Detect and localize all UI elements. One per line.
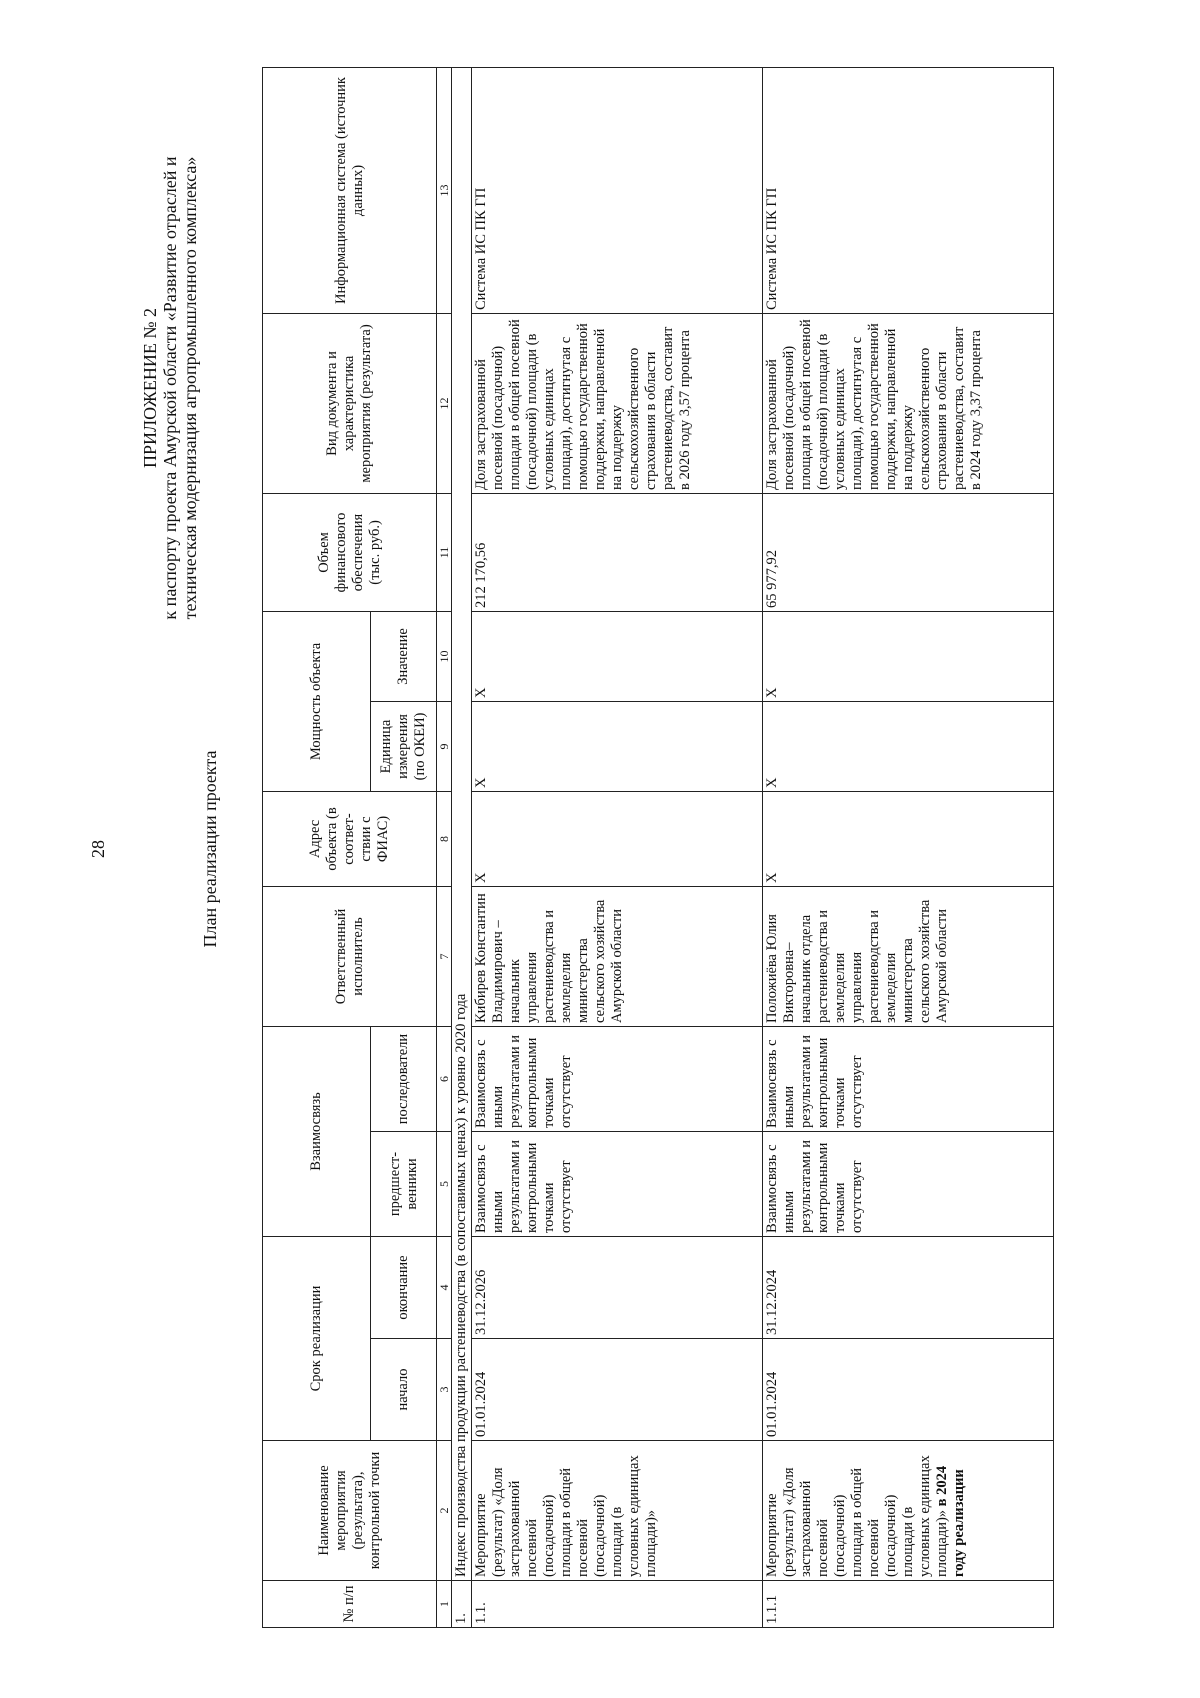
- row-name: [472, 1441, 763, 1581]
- page-number: 28: [88, 840, 108, 858]
- column-number: 3: [437, 1339, 452, 1441]
- column-number: 7: [437, 886, 452, 1026]
- row-end: 31.12.2024: [763, 1237, 1054, 1339]
- row-system: Система ИС ПК ГП: [472, 67, 763, 313]
- row-system: Система ИС ПК ГП: [763, 67, 1054, 313]
- column-number: 6: [437, 1026, 452, 1131]
- row-value: X: [763, 611, 1054, 701]
- table-row: [763, 67, 1054, 1627]
- row-start: 01.01.2024: [763, 1339, 1054, 1441]
- row-executor: Кибирев Константин Владимирович – начальник управления растениеводства и земледелия министерства сельского хозяйства Амурской области: [472, 886, 763, 1026]
- column-number: 8: [437, 791, 452, 886]
- column-number: 1: [437, 1581, 452, 1628]
- header-end: окончание: [371, 1237, 437, 1339]
- row-num: 1.1.: [472, 1581, 763, 1628]
- row-predecessors: Взаимосвязь с иными результатами и контрольными точками отсутствует: [472, 1132, 763, 1237]
- column-number: 10: [437, 611, 452, 701]
- appendix-line-1: к паспорту проекта Амурской области «Развитие отраслей и: [160, 156, 180, 620]
- row-value: X: [472, 611, 763, 701]
- header-unit: Единица измерения (по ОКЕИ): [371, 701, 437, 791]
- header-period: Срок реализации: [263, 1237, 371, 1441]
- appendix-line-2: техническая модернизация агропромышленного комплекса»: [180, 156, 200, 620]
- column-number-row: [437, 67, 452, 1627]
- plan-title: План реализации проекта: [200, 750, 220, 948]
- header-successors: последователи: [371, 1026, 437, 1131]
- column-number: 13: [437, 67, 452, 313]
- header-num: № п/п: [263, 1581, 437, 1628]
- row-end: 31.12.2026: [472, 1237, 763, 1339]
- column-number: 9: [437, 701, 452, 791]
- header-capacity: Мощность объекта: [263, 611, 371, 791]
- header-document: Вид документа и характеристика мероприятия (результата): [263, 313, 437, 493]
- row-document: Доля застрахованной посевной (посадочной) площади в общей посевной (посадочной) площади (в условных единицах площади), достигнутая с помощью государственной поддержки, направленной на поддержку сельскохозяйственного страхования в области растениеводства, составит в 2024 году 3,37 процента: [763, 313, 1054, 493]
- section-row: [452, 67, 472, 1627]
- header-predecessors: предшест- венники: [371, 1132, 437, 1237]
- column-number: 12: [437, 313, 452, 493]
- section-title: Индекс производства продукции растениеводства (в сопоставимых ценах) к уровню 2020 года: [452, 67, 472, 1580]
- row-name: [763, 1441, 1054, 1581]
- table-row: [472, 67, 763, 1627]
- row-document: Доля застрахованной посевной (посадочной) площади в общей посевной (посадочной) площади (в условных единицах площади), достигнутая с помощью государственной поддержки, направленной на поддержку сельскохозяйственного страхования в области растениеводства, составит в 2026 году 3,57 процента: [472, 313, 763, 493]
- row-name-bold: в 2024 году реализации: [934, 1465, 967, 1577]
- column-number: 11: [437, 493, 452, 611]
- row-num: 1.1.1: [763, 1581, 1054, 1628]
- header-relation: Взаимосвязь: [263, 1026, 371, 1236]
- row-successors: Взаимосвязь с иными результатами и контрольными точками отсутствует: [472, 1026, 763, 1131]
- header-value: Значение: [371, 611, 437, 701]
- row-name-text: Мероприятие (результат) «Доля застрахованной посевной (посадочной) площади в общей посевной (посадочной) площади (в условных единицах площади)»: [764, 1455, 950, 1577]
- header-start: начало: [371, 1339, 437, 1441]
- row-successors: Взаимосвязь с иными результатами и контрольными точками отсутствует: [763, 1026, 1054, 1131]
- header-address: Адрес объекта (в соответ- ствии с ФИАС): [263, 791, 437, 886]
- column-number: 4: [437, 1237, 452, 1339]
- row-start: 01.01.2024: [472, 1339, 763, 1441]
- row-address: X: [763, 791, 1054, 886]
- row-name-text: Мероприятие (результат) «Доля застрахованной посевной (посадочной) площади в общей посевной (посадочной) площади (в условных единицах площади)»: [473, 1455, 659, 1577]
- appendix-heading: [140, 108, 200, 668]
- header-system: Информационная система (источник данных): [263, 67, 437, 313]
- row-unit: X: [472, 701, 763, 791]
- appendix-title: ПРИЛОЖЕНИЕ № 2: [140, 307, 160, 469]
- row-address: X: [472, 791, 763, 886]
- column-number: 2: [437, 1441, 452, 1581]
- header-name: Наименование мероприятия (результата), контрольной точки: [263, 1441, 437, 1581]
- row-finance: 65 977,92: [763, 493, 1054, 611]
- header-finance: Объем финансового обеспечения (тыс. руб.): [263, 493, 437, 611]
- row-finance: 212 170,56: [472, 493, 763, 611]
- column-number: 5: [437, 1132, 452, 1237]
- section-num: 1.: [452, 1581, 472, 1628]
- row-unit: X: [763, 701, 1054, 791]
- row-predecessors: Взаимосвязь с иными результатами и контрольными точками отсутствует: [763, 1132, 1054, 1237]
- plan-table: [262, 67, 1054, 1628]
- row-executor: Положиёва Юлия Викторовна– начальник отдела растениеводства и земледелия управления растениеводства и земледелия министерства сельского хозяйства Амурской области: [763, 886, 1054, 1026]
- header-executor: Ответственный исполнитель: [263, 886, 437, 1026]
